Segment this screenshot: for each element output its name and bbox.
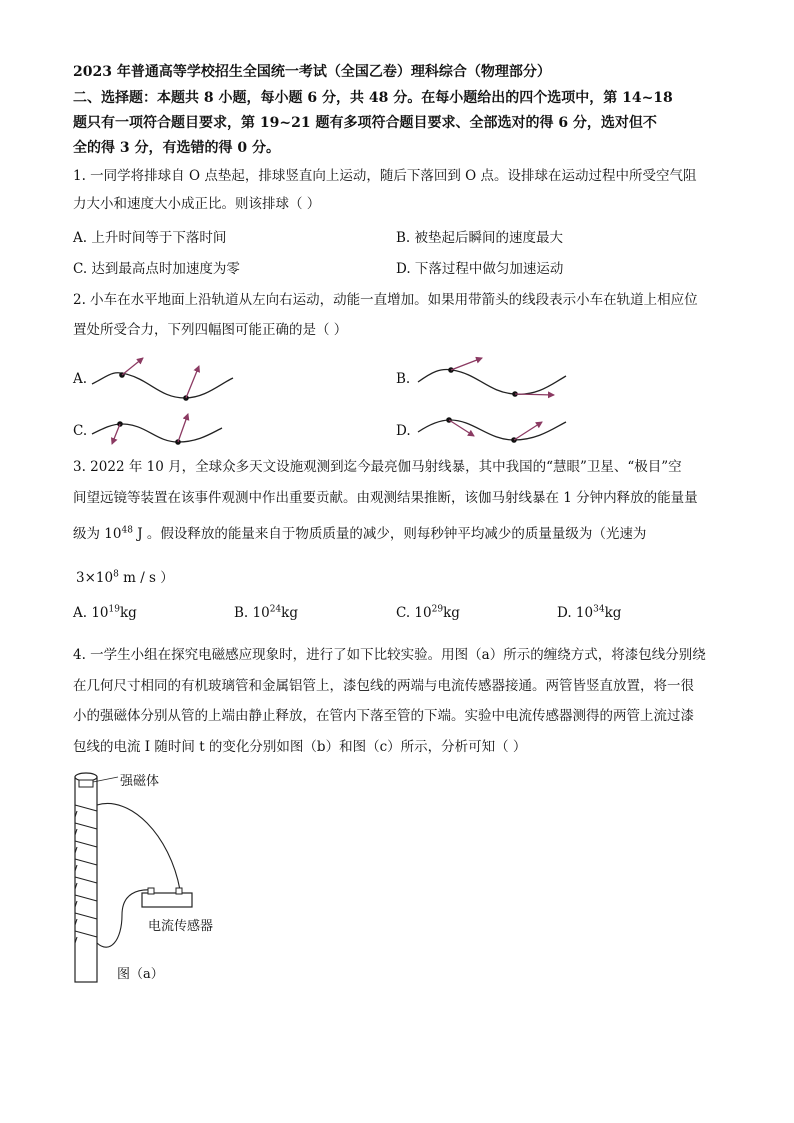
q3-stem-line-4: $3\times 10^8$ m / s ）: [76, 569, 174, 586]
q2-stem-line-2: 置处所受合力，下列四幅图可能正确的是（ ）: [73, 322, 348, 338]
q1-option-b[interactable]: B. 被垫起后瞬间的速度最大: [396, 230, 564, 246]
q3-option-c[interactable]: C. $10^{29}kg$: [396, 604, 460, 621]
q3-stem-line-2: 间望远镜等装置在该事件观测中作出重要贡献。由观测结果推断，该伽马射线暴在 1 分钟内释放的能量量: [73, 490, 698, 506]
q4-stem-line-2: 在几何尺寸相同的有机玻璃管和金属铝管上，漆包线的两端与电流传感器接通。两管皆竖直放置，将一很: [73, 678, 694, 694]
q1-stem-line-2: 力大小和速度大小成正比。则该排球（ ）: [73, 196, 321, 212]
section-instruction-line-2: 题只有一项符合题目要求，第 19~21 题有多项符合题目要求、全部选对的得 6 分，选对但不: [73, 115, 657, 131]
q3-stem-line-3: 级为 $10^{48}$ J 。假设释放的能量来自于物质质量的减少，则每秒钟平均减少的质量量级为（光速为: [73, 525, 647, 542]
q1-stem-line-1: 1. 一同学将排球自 O 点垫起，排球竖直向上运动，随后下落回到 O 点。设排球在运动过程中所受空气阻: [73, 168, 697, 184]
q2-track-figures: [0, 340, 794, 450]
q2-option-c-label[interactable]: C.: [73, 423, 88, 439]
q1-option-c[interactable]: C. 达到最高点时加速度为零: [73, 261, 240, 277]
q3-option-d[interactable]: D. $10^{34}kg$: [557, 604, 622, 621]
q2-figure-a[interactable]: [92, 358, 233, 401]
q2-option-a-label[interactable]: A.: [73, 371, 88, 387]
q4-figure-sensor-label: 电流传感器: [148, 919, 214, 934]
q4-figure-a-caption: 图（a）: [117, 967, 164, 982]
q2-option-d-label[interactable]: D.: [396, 423, 411, 439]
section-instruction-line-1: 二、选择题：本题共 8 小题，每小题 6 分，共 48 分。在每小题给出的四个选项中，第 14~18: [73, 90, 673, 106]
q1-option-d[interactable]: D. 下落过程中做匀加速运动: [396, 261, 564, 277]
section-instruction-line-3: 全的得 3 分，有选错的得 0 分。: [73, 140, 280, 156]
q2-figure-c[interactable]: [92, 414, 222, 445]
q4-stem-line-4: 包线的电流 I 随时间 t 的变化分别如图（b）和图（c）所示，分析可知（ ）: [73, 739, 527, 755]
q3-option-a[interactable]: A. $10^{19}kg$: [73, 604, 137, 621]
q1-option-a[interactable]: A. 上升时间等于下落时间: [73, 230, 227, 246]
q4-stem-line-1: 4. 一学生小组在探究电磁感应现象时，进行了如下比较实验。用图（a）所示的缠绕方式，将漆包线分别绕: [73, 647, 706, 663]
q4-stem-line-3: 小的强磁体分别从管的上端由静止释放，在管内下落至管的下端。实验中电流传感器测得的两管上流过漆: [73, 708, 694, 724]
q2-stem-line-1: 2. 小车在水平地面上沿轨道从左向右运动，动能一直增加。如果用带箭头的线段表示小车在轨道上相应位: [73, 292, 698, 308]
q2-figure-b[interactable]: [418, 358, 566, 397]
q3-stem-line-1: 3. 2022 年 10 月，全球众多天文设施观测到迄今最亮伽马射线暴，其中我国的“慧眼”卫星、“极目”空: [73, 459, 682, 475]
q4-figure-magnet-label: 强磁体: [120, 774, 160, 789]
q4-figure-a-apparatus: [60, 765, 240, 985]
exam-title: 2023 年普通高等学校招生全国统一考试（全国乙卷）理科综合（物理部分）: [73, 64, 551, 80]
q3-option-b[interactable]: B. $10^{24}kg$: [234, 604, 298, 621]
q2-option-b-label[interactable]: B.: [396, 371, 411, 387]
q2-figure-d[interactable]: [418, 417, 566, 443]
